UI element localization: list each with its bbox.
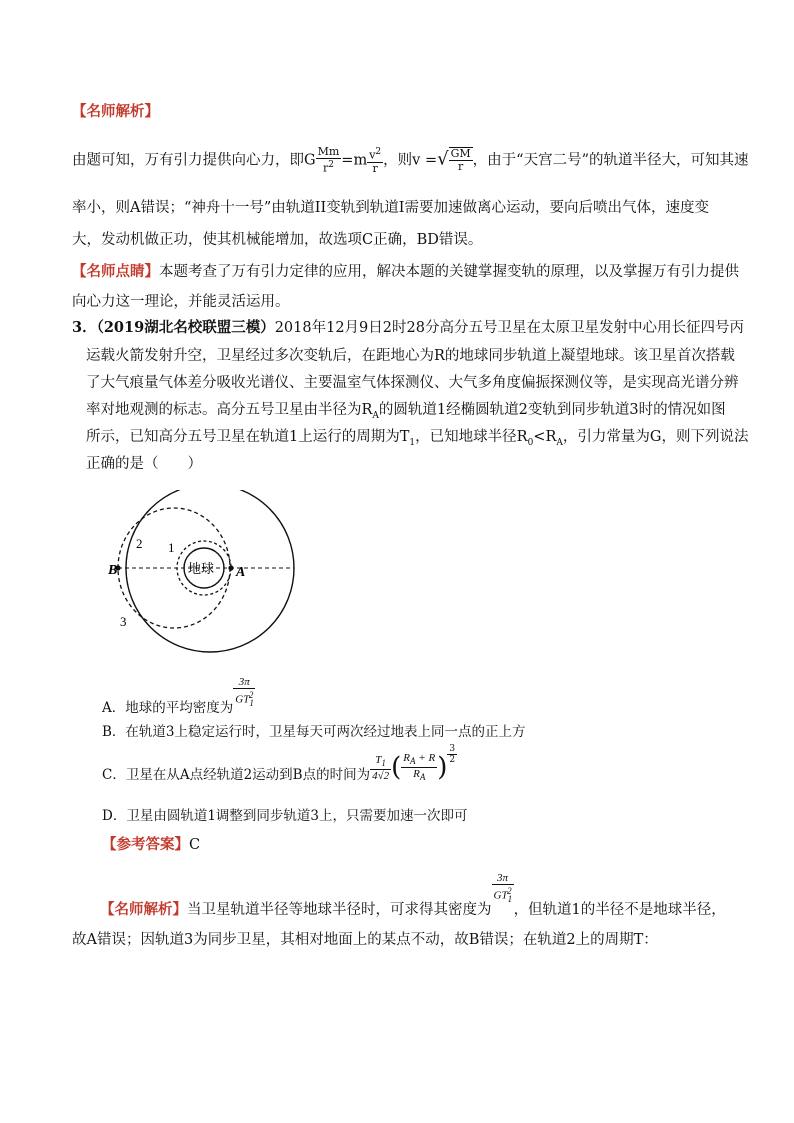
question-3-line-6: 正确的是（ ） [86, 456, 202, 472]
fraction-v2-r [367, 146, 383, 175]
point-heading: 【名师点睛】 [72, 263, 159, 280]
subscript: A [372, 410, 379, 421]
question-number: 3． [72, 319, 97, 336]
option-c: C．卫星在从A点经轨道2运动到B点的时间为 $\frac{T_1}{4√2}$ ( $\frac{R_A + R}{R_A}$ ) $\frac{3}{2}$ [102, 744, 456, 784]
text-span: ，已知地球半径R [415, 429, 528, 445]
frac-num: 3 [449, 744, 456, 754]
frac-den-text: GT [493, 889, 508, 902]
text-span: 当卫星轨道半径等地球半径时，可求得其密度为 [187, 902, 492, 919]
answer-value: C [189, 837, 201, 853]
text-span: <R [533, 429, 557, 445]
option-a-text: A．地球的平均密度为 [102, 699, 234, 716]
text-span: 的圆轨道1经椭圆轨道2变轨到同步轨道3时的情况如图 [378, 402, 726, 418]
frac-den-text: GT [235, 693, 250, 706]
frac-den: r [449, 160, 473, 173]
question-3-line-3: 了大气痕量气体差分吸收光谱仪、主要温室气体探测仪、大气多角度偏振探测仪等，是实现高光谱分辨 [86, 375, 739, 391]
frac-den: $GT_1^2$ [493, 886, 513, 904]
point-a [228, 565, 233, 570]
frac-num: $v^2$ [369, 147, 382, 162]
analysis2-heading: 【名师解析】 [100, 901, 187, 919]
frac-num: Mm [317, 145, 340, 158]
frac-num-text: v [369, 148, 376, 162]
question-3-line-4 [86, 400, 726, 426]
analysis2-line-1 [100, 872, 726, 919]
question-source: （2019湖北名校联盟三模） [96, 319, 275, 336]
analysis-line-1: 由题可知，万有引力提供向心力，即G $\frac{Mm}{r^2}$ =m $\frac{v^2}{r}$ ，则v =√ $\frac{GM}{r}$ ，由于“天宫二号”的轨道半径大，可知其速 [72, 145, 749, 175]
option-a [102, 676, 255, 716]
text-m: m [353, 152, 368, 169]
fraction-mm-r2 [316, 146, 342, 175]
frac-den-text: r [322, 161, 329, 175]
subscript: 0 [527, 437, 534, 448]
orbit-svg [108, 490, 298, 670]
answer-line [102, 835, 200, 855]
frac-num: 3π [238, 676, 250, 688]
frac-num-text: T [375, 753, 382, 766]
question-3-line-5 [86, 427, 748, 453]
text-span: 所示，已知高分五号卫星在轨道1上运行的周期为T [86, 429, 410, 445]
question-text: 2018年12月9日2时28分高分五号卫星在太原卫星发射中心用长征四号丙 [274, 320, 744, 336]
analysis-fraction [492, 872, 514, 905]
frac-den: $GT_1^2$ [235, 690, 254, 708]
frac-den: $R_A$ [401, 767, 437, 783]
frac-den-text: R [413, 768, 420, 781]
question-3-line-2: 运载火箭发射升空，卫星经过多次变轨后，在距地心为R的地球同步轨道上凝望地球。该卫星首次搭载 [86, 348, 735, 364]
question-3-line-1 [72, 318, 744, 338]
label-b: B [108, 563, 118, 578]
option-d: D．卫星由圆轨道1调整到同步轨道3上，只需要加速一次即可 [102, 808, 468, 824]
frac-num: $R_A + R$ [403, 752, 436, 767]
analysis-line-3: 大，发动机做正功，使其机械能增加，故选项C正确，BD错误。 [72, 232, 483, 248]
frac-num: 3π [497, 872, 509, 884]
label-2: 2 [136, 536, 143, 551]
label-1: 1 [168, 540, 175, 555]
equals: = [341, 152, 354, 169]
option-b: B．在轨道3上稳定运行时，卫星每天可两次经过地表上同一点的正上方 [102, 724, 526, 740]
frac-den: 2 [449, 755, 456, 765]
option-a-fraction [233, 676, 255, 709]
frac-num: GM [450, 147, 471, 161]
option-c-fraction [370, 754, 391, 782]
subscript: A [556, 437, 563, 448]
point-line-1 [72, 262, 739, 282]
point-text: 本题考查了万有引力定律的应用，解决本题的关键掌握变轨的原理，以及掌握万有引力提供 [159, 264, 739, 280]
text-span: ，但轨道1的半径不是地球半径， [513, 902, 726, 919]
frac-num-text-b: + R [415, 752, 436, 764]
option-c-text: C．卫星在从A点经轨道2运动到B点的时间为 [102, 767, 371, 784]
text-span: 率对地观测的标志。高分五号卫星由半径为R [86, 402, 373, 418]
answer-label: 【参考答案】 [102, 836, 189, 853]
option-c-inner-fraction [401, 752, 437, 783]
frac-den: $r^2$ [316, 158, 342, 175]
label-3: 3 [120, 614, 127, 629]
frac-den: r [367, 162, 383, 175]
earth-label: 地球 [188, 561, 215, 576]
analysis-line-2: 率小，则A错误；“神舟十一号”由轨道II变轨到轨道I需要加速做离心运动，要向后喷出气体，速度变 [72, 200, 709, 216]
sqrt-gm-r [449, 147, 473, 173]
text-span: 由题可知，万有引力提供向心力，即G [72, 152, 316, 169]
frac-num-text: R [403, 752, 411, 764]
option-c-exponent [447, 744, 457, 765]
point-line-2: 向心力这一理论，并能灵活运用。 [72, 294, 290, 310]
subscript: 1 [409, 437, 416, 448]
analysis-heading-1: 【名师解析】 [72, 103, 159, 120]
frac-den: 4√2 [372, 769, 390, 782]
orbit-diagram [108, 490, 298, 670]
frac-num: $T_1$ [375, 753, 386, 768]
text-span: ，由于“天宫二号”的轨道半径大，可知其速 [472, 152, 749, 169]
text-span: ，则v = [383, 152, 438, 169]
analysis2-line-2: 故A错误；因轨道3为同步卫星，其相对地面上的某点不动，故B错误；在轨道2上的周期T： [72, 932, 658, 948]
text-span: ，引力常量为G，则下列说法 [562, 429, 749, 445]
label-a: A [236, 565, 246, 580]
